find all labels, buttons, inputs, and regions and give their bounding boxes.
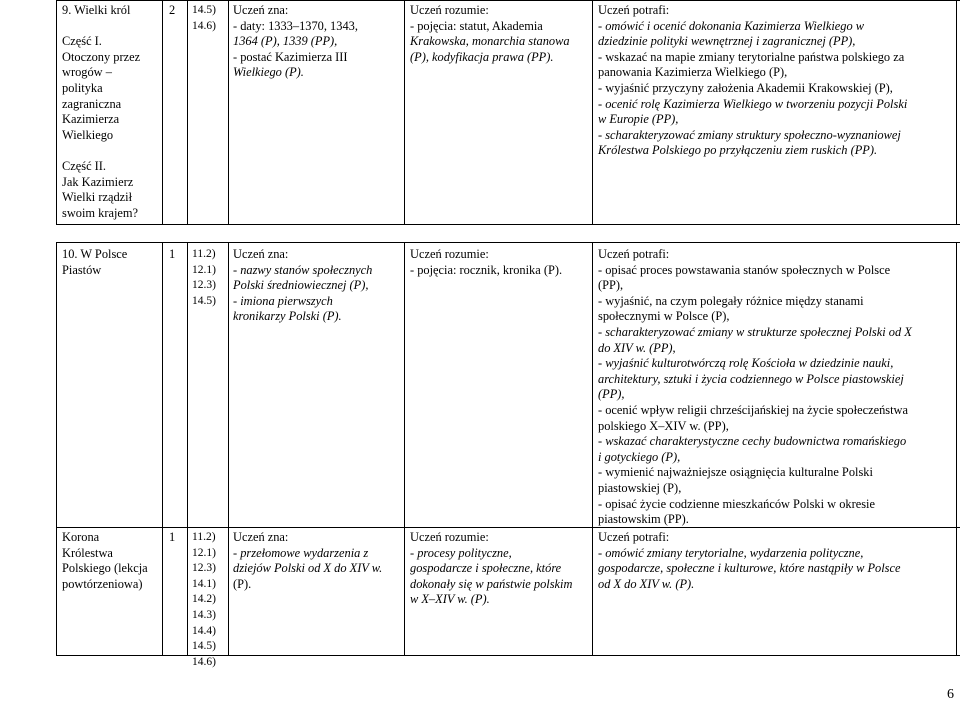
table1-col-divider — [956, 0, 957, 225]
knows-cell: Uczeń zna: - daty: 1333–1370, 1343, 1364 (P), 1339 (PP), - postać Kazimierza III Wielkiego (P). — [233, 3, 358, 80]
hours-cell: 1 — [169, 247, 176, 261]
knows-cell: Uczeń zna: - nazwy stanów społecznych Polski średniowiecznej (P), - imiona pierwszych kronikarzy Polski (P). — [233, 247, 373, 324]
understands-cell: Uczeń rozumie: - pojęcia: statut, Akademia Krakowska, monarchia stanowa (P), kodyfikacja prawa (PP). — [410, 3, 570, 64]
can-cell: Uczeń potrafi: - omówić zmiany terytorialne, wydarzenia polityczne, gospodarcze, społeczne i kulturowe, które nastąpiły w Polsce od X do XIV w. (P). — [598, 530, 901, 591]
table1-bottom-border — [56, 224, 960, 225]
topic-cell: Korona Królestwa Polskiego (lekcja powtórzeniowa) — [62, 530, 148, 591]
understands-cell: Uczeń rozumie: - procesy polityczne, gospodarcze i społeczne, które dokonały się w państwie polskim w X–XIV w. (P). — [410, 530, 573, 607]
table1-col-divider — [56, 0, 57, 225]
topic-cell: 9. Wielki król Część I. Otoczony przez wrogów – polityka zagraniczna Kazimierza Wielkiego Część II. Jak Kazimierz Wielki rządził swoim krajem? — [62, 3, 141, 220]
table1-col-divider — [187, 0, 188, 225]
table1-col-divider — [404, 0, 405, 225]
topic-cell: 10. W Polsce Piastów — [62, 247, 128, 277]
table1-col-divider — [228, 0, 229, 225]
table2-col-divider — [187, 242, 188, 656]
table2-col-divider — [592, 242, 593, 656]
table1-top-border — [56, 0, 960, 1]
requirements-cell: 11.2) 12.1) 12.3) 14.1) 14.2) 14.3) 14.4) 14.5) 14.6) — [192, 531, 216, 668]
table1-col-divider — [592, 0, 593, 225]
can-cell: Uczeń potrafi: - opisać proces powstawania stanów społecznych w Polsce (PP), - wyjaśnić, na czym polegały różnice między stanami społecznymi w Polsce (P), - scharakteryzować zmiany w strukturze społecznej Polski od X do XIV w. (PP), - wyjaśnić kulturotwórczą rolę Kościoła w dziedzinie nauki, architektury, sztuki i życia codziennego w Polsce piastowskiej (PP), - ocenić wpływ religii chrześcijańskiej na życie społeczeństwa polskiego X–XIV w. (PP), - wskazać charakterystyczne cechy budownictwa romańskiego i gotyckiego (P), - wymienić najważniejsze osiągnięcia kulturalne Polski piastowskiej (P), - opisać życie codzienne mieszkańców Polski w okresie piastowskim (PP). — [598, 247, 912, 527]
understands-cell: Uczeń rozumie: - pojęcia: rocznik, kronika (P). — [410, 247, 563, 277]
table1-col-divider — [162, 0, 163, 225]
knows-cell: Uczeń zna: - przełomowe wydarzenia z dziejów Polski od X do XIV w. (P). — [233, 530, 383, 591]
table2-col-divider — [956, 242, 957, 656]
page-number: 6 — [947, 687, 954, 702]
hours-cell: 1 — [169, 530, 176, 544]
table2-col-divider — [228, 242, 229, 656]
requirements-cell: 11.2) 12.1) 12.3) 14.5) — [192, 248, 216, 307]
table2-col-divider — [56, 242, 57, 656]
hours-cell: 2 — [169, 3, 176, 17]
table2-col-divider — [404, 242, 405, 656]
table2-col-divider — [162, 242, 163, 656]
table2-top-border — [56, 242, 960, 243]
requirements-cell: 14.5) 14.6) — [192, 4, 216, 32]
can-cell: Uczeń potrafi: - omówić i ocenić dokonania Kazimierza Wielkiego w dziedzinie polityki wewnętrznej i zagranicznej (PP), - wskazać na mapie zmiany terytorialne państwa polskiego za panowania Kazimierza Wielkiego (P), - wyjaśnić przyczyny założenia Akademii Krakowskiej (P), - ocenić rolę Kazimierza Wielkiego w tworzeniu pozycji Polski w Europie (PP), - scharakteryzować zmiany struktury społeczno-wyznaniowej Królestwa Polskiego po przyłączeniu ziem ruskich (PP). — [598, 3, 908, 158]
